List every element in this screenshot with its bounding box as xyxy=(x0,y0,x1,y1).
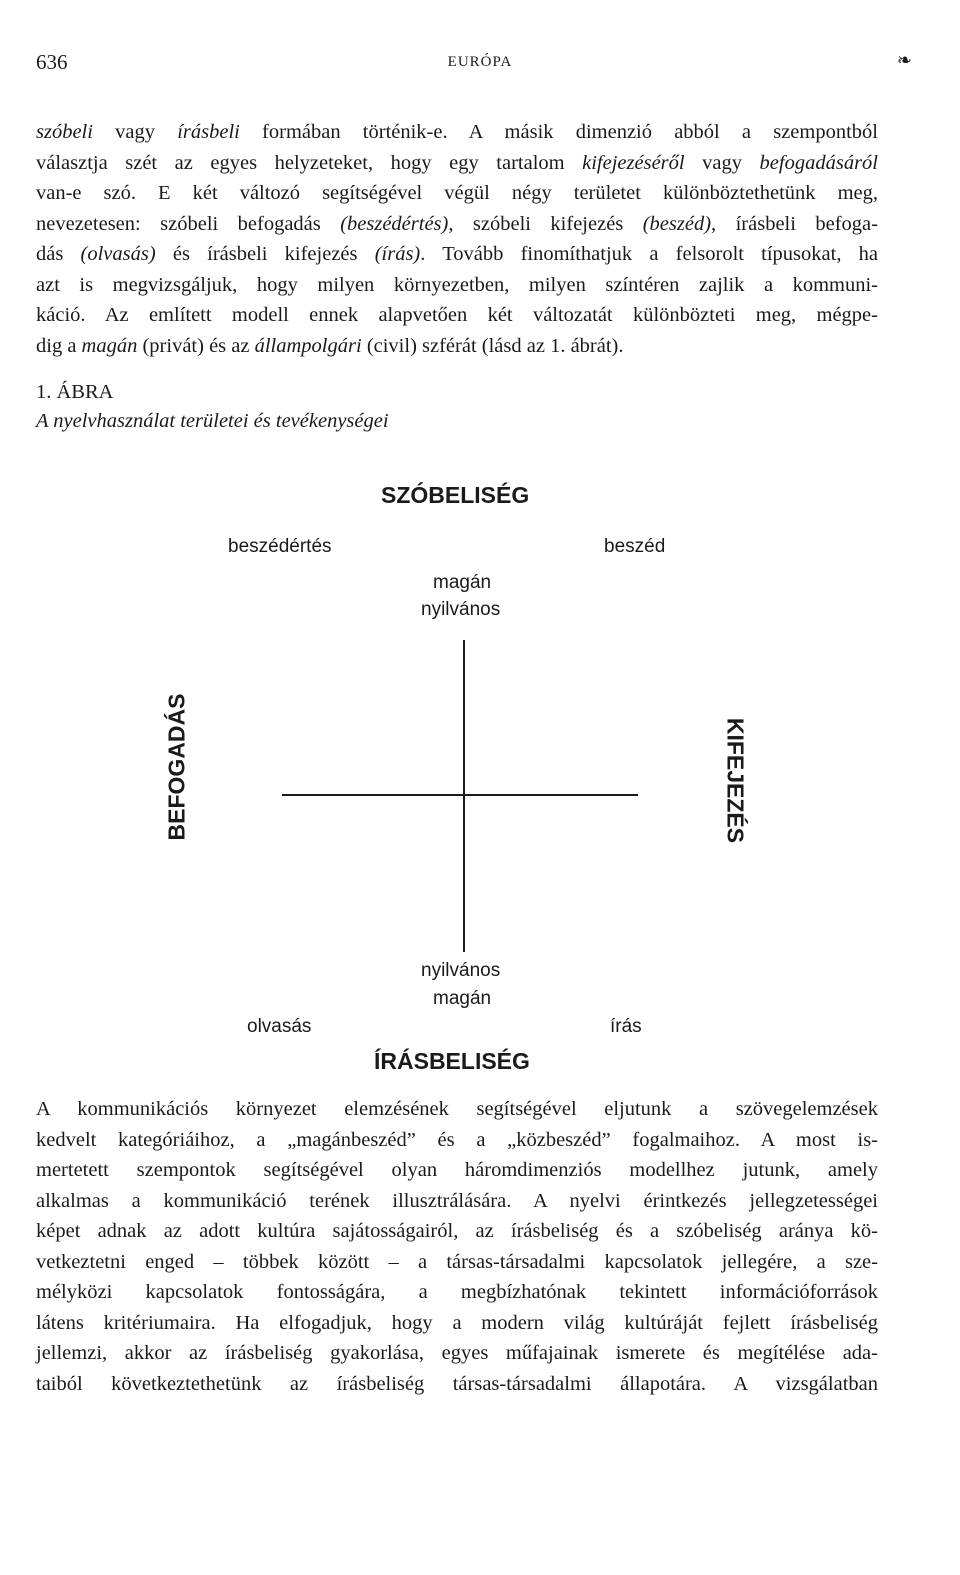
diagram-top-title: SZÓBELISÉG xyxy=(381,482,530,508)
italic-term: (beszéd) xyxy=(642,212,712,235)
diagram-top-right-label: beszéd xyxy=(604,536,666,557)
text-run: azt is megvizsgáljuk, hogy milyen környezetben, milyen színtéren zajlik a kommuni- xyxy=(36,273,878,296)
italic-term: (beszédértés) xyxy=(340,212,449,235)
text-run: vagy xyxy=(684,151,760,174)
italic-term: kifejezéséről xyxy=(582,151,685,174)
text-line xyxy=(36,300,878,331)
diagram-bottom-left-label: olvasás xyxy=(247,1016,312,1037)
diagram-left-title: BEFOGADÁS xyxy=(163,693,190,841)
text-line: vetkeztetni enged – többek között – a társas-társadalmi kapcsolatok jellegére, a sze- xyxy=(36,1250,878,1273)
text-line: A kommunikációs környezet elemzésének segítségével eljutunk a szövegelemzések xyxy=(36,1098,878,1120)
text-run: káció. Az említett modell ennek alapvetően két változatát különbözteti meg, mégpe- xyxy=(36,304,878,326)
page-header xyxy=(36,50,924,80)
figure-caption: A nyelvhasználat területei és tevékenységei xyxy=(36,410,389,432)
diagram-right-title: KIFEJEZÉS xyxy=(722,717,749,844)
fleuron-icon: ❧ xyxy=(896,50,912,70)
text-line xyxy=(36,209,878,240)
text-line xyxy=(36,331,878,362)
italic-term: (írás) xyxy=(374,243,421,265)
diagram-bottom-private-label: magán xyxy=(433,988,492,1009)
text-run: dás xyxy=(36,243,81,265)
text-line xyxy=(36,270,878,301)
text-run: formában történik-e. A másik dimenzió abból a szempontból xyxy=(239,121,878,143)
horizontal-axis xyxy=(282,794,638,796)
text-run: választja szét az egyes helyzeteket, hogy egy tartalom xyxy=(36,151,583,174)
text-line xyxy=(36,178,878,209)
text-line xyxy=(36,117,878,148)
diagram-top-public-label: nyilvános xyxy=(421,599,501,620)
text-run: , szóbeli kifejezés xyxy=(448,212,643,235)
italic-term: befogadásáról xyxy=(759,151,878,174)
figure-number: 1. ÁBRA xyxy=(36,381,114,403)
text-line: mertetett szempontok segítségével olyan háromdimenziós modellhez jutunk, amely xyxy=(36,1159,878,1181)
text-run: vagy xyxy=(92,121,178,143)
paragraph-analysis xyxy=(36,1094,878,1399)
text-run: és írásbeli kifejezés xyxy=(155,243,375,265)
diagram-bottom-title: ÍRÁSBELISÉG xyxy=(374,1048,530,1074)
italic-term: írásbeli xyxy=(177,121,240,143)
text-line: mélyközi kapcsolatok fontosságára, a megbízhatónak tekintett információforrások xyxy=(36,1281,878,1303)
diagram-bottom-public-label: nyilvános xyxy=(421,960,501,981)
text-run: dig a xyxy=(36,334,82,357)
text-line: kedvelt kategóriáihoz, a „magánbeszéd” és a „közbeszéd” fogalmaihoz. A most is- xyxy=(36,1128,878,1151)
text-run: (privát) és az xyxy=(137,334,255,357)
italic-term: állampolgári xyxy=(254,334,362,357)
text-run: nevezetesen: szóbeli befogadás xyxy=(36,212,341,235)
text-line xyxy=(36,239,878,270)
paragraph-intro xyxy=(36,117,878,361)
diagram-top-left-label: beszédértés xyxy=(228,536,332,557)
text-line: taiból következtethetünk az írásbeliség társas-társadalmi állapotára. A vizsgálatban xyxy=(36,1372,878,1395)
text-line: képet adnak az adott kultúra sajátosságairól, az írásbeliség és a szóbeliség aránya kö- xyxy=(36,1220,878,1242)
language-use-diagram xyxy=(0,470,960,1090)
text-line: jellemzi, akkor az írásbeliség gyakorlása, egyes műfajainak ismerete és megítélése ada- xyxy=(36,1342,878,1364)
italic-term: szóbeli xyxy=(36,121,93,143)
text-line: alkalmas a kommunikáció terének illusztrálására. A nyelvi érintkezés jellegzetességei xyxy=(36,1189,878,1212)
vertical-axis xyxy=(463,640,465,952)
text-run: van-e szó. E két változó segítségével végül négy területet különböztethetünk meg, xyxy=(36,182,878,204)
text-run: (civil) szférát (lásd az 1. ábrát). xyxy=(361,334,624,357)
running-title: EURÓPA xyxy=(447,54,513,70)
page-number: 636 xyxy=(36,50,68,74)
text-line: látens kritériumaira. Ha elfogadjuk, hogy a modern világ kultúráját fejlett írásbeliség xyxy=(36,1311,878,1334)
italic-term: (olvasás) xyxy=(80,243,156,265)
italic-term: magán xyxy=(81,334,138,357)
diagram-bottom-right-label: írás xyxy=(610,1016,642,1037)
text-run: . Tovább finomíthatjuk a felsorolt típusokat, ha xyxy=(420,243,878,265)
text-run: , írásbeli befoga- xyxy=(711,212,878,235)
diagram-top-private-label: magán xyxy=(433,572,492,593)
text-line xyxy=(36,148,878,179)
